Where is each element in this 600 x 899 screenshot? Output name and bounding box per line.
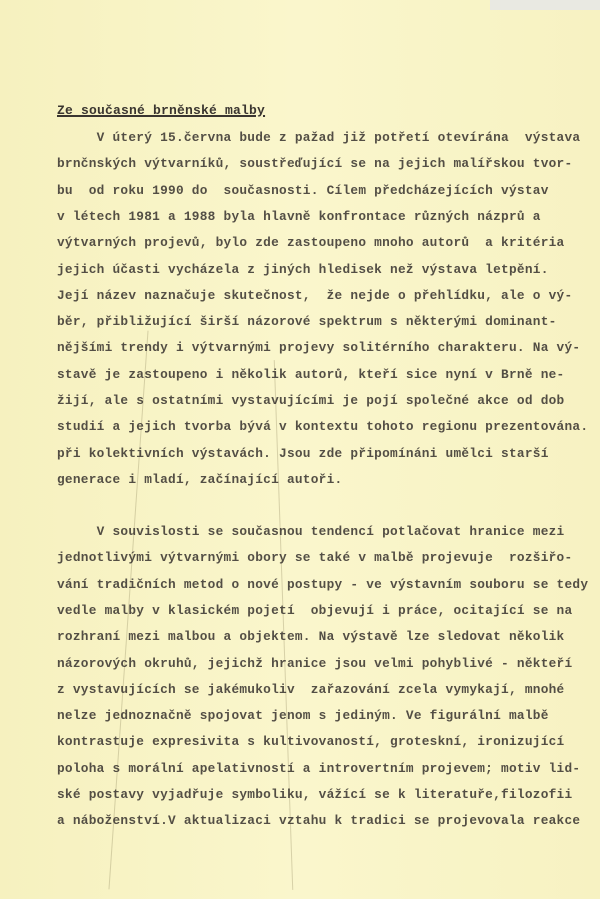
text-line: z vystavujících se jakémukoliv zařazování zcela vymykají, mnohé [57,681,565,697]
text-line: vedle malby v klasickém pojetí objevují i práce, ocitající se na [57,602,573,618]
text-line: při kolektivních výstavách. Jsou zde připomínáni umělci starší [57,445,549,461]
text-line: v létech 1981 a 1988 byla hlavně konfrontace různých názprů a [57,208,541,224]
text-line: nějšími trendy i výtvarnými projevy solitérního charakteru. Na vý- [57,340,581,356]
text-line: výtvarných projevů, bylo zde zastoupeno mnoho autorů a kritéria [57,235,565,251]
text-line: generace i mladí, začínající autoři. [57,471,343,487]
text-line: ské postavy vyjadřuje symboliku, vážící se k literatuře,filozofii [57,787,573,802]
text-line: poloha s morální apelativností a introvertním projevem; motiv lid- [57,760,581,776]
text-line: kontrastuje expresivita s kultivovaností, groteskní, ironizující [57,734,565,750]
text-line: jejich účasti vycházela z jiných hledisek než výstava letpění. [57,261,549,277]
document-title: Ze současné brněnské malby [57,103,266,118]
text-line: bu od roku 1990 do současnosti. Cílem předcházejících výstav [57,182,549,198]
text-line: názorových okruhů, jejichž hranice jsou velmi pohyblivé - někteří [57,655,573,671]
page-corner [490,0,600,10]
text-line: jednotlivými výtvarnými obory se také v malbě projevuje rozšiřo- [57,550,573,566]
text-line: studií a jejich tvorba bývá v kontextu tohoto regionu prezentována. [57,419,589,435]
text-line: V úterý 15.června bude z pažad již potřetí otevírána výstava [57,130,581,145]
text-line: stavě je zastoupeno i několik autorů, kteří sice nyní v Brně ne- [57,366,565,382]
text-line: žijí, ale s ostatními vystavujícími je pojí společné akce od dob [57,393,565,408]
text-line: brnčnských výtvarníků, soustřeďující se na jejich malířskou tvor- [57,156,573,172]
text-line: rozhraní mezi malbou a objektem. Na výstavě lze sledovat několik [57,629,565,645]
text-line: nelze jednoznačně spojovat jenom s jediným. Ve figurální malbě [57,708,549,724]
text-line: vání tradičních metod o nové postupy - ve výstavním souboru se tedy [57,576,589,592]
text-line: a náboženství.V aktualizaci vztahu k tradici se projevovala reakce [57,813,581,829]
text-line: Její název naznačuje skutečnost, že nejde o přehlídku, ale o vý- [57,287,573,303]
text-line: V souvislosti se současnou tendencí potlačovat hranice mezi [57,524,565,539]
text-line: běr, přibližující širší názorové spektrum s některými dominant- [57,314,557,330]
